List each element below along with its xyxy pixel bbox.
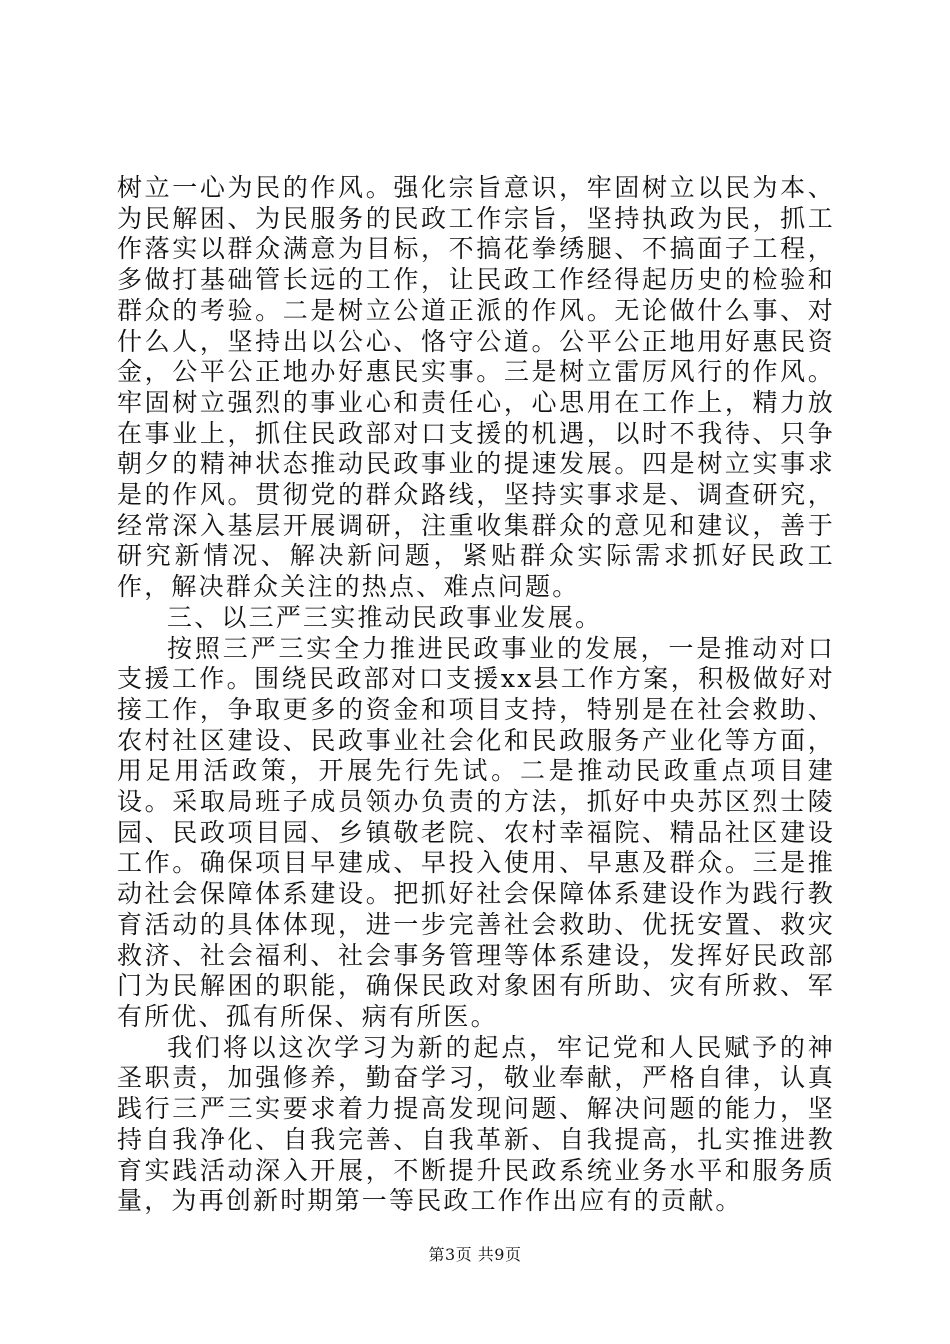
page-number-footer: 第3页 共9页 [428, 1245, 522, 1264]
section-heading-three: 三、以三严三实推动民政事业发展。 [167, 602, 603, 632]
paragraph-promote-development: 按照三严三实全力推进民政事业的发展，一是推动对口支援工作。围绕民政部对口支援xx县工作方案，积极做好对接工作，争取更多的资金和项目支持，特别是在社会救助、农村社区建设、民政事业社会化和民政服务产业化等方面，用足用活政策，开展先行先试。二是推动民政重点项目建设。采取局班子成员领办负责的方法，抓好中央苏区烈士陵园、民政项目园、乡镇敬老院、农村幸福院、精品社区建设工作。确保项目早建成、早投入使用、早惠及群众。三是推动社会保障体系建设。把抓好社会保障体系建设作为践行教育活动的具体体现，进一步完善社会救助、优抚安置、救灾救济、社会福利、社会事务管理等体系建设，发挥好民政部门为民解困的职能，确保民政对象困有所助、灾有所救、军有所优、孤有所保、病有所医。 [117, 633, 835, 1031]
document-body [117, 173, 835, 1217]
paragraph-work-style: 树立一心为民的作风。强化宗旨意识，牢固树立以民为本、为民解困、为民服务的民政工作宗旨，坚持执政为民，抓工作落实以群众满意为目标，不搞花拳绣腿、不搞面子工程，多做打基础管长远的工作，让民政工作经得起历史的检验和群众的考验。二是树立公道正派的作风。无论做什么事、对什么人，坚持出以公心、恪守公道。公平公正地用好惠民资金，公平公正地办好惠民实事。三是树立雷厉风行的作风。牢固树立强烈的事业心和责任心，心思用在工作上，精力放在事业上，抓住民政部对口支援的机遇，以时不我待、只争朝夕的精神状态推动民政事业的提速发展。四是树立实事求是的作风。贯彻党的群众路线，坚持实事求是、调查研究，经常深入基层开展调研，注重收集群众的意见和建议，善于研究新情况、解决新问题，紧贴群众实际需求抓好民政工作，解决群众关注的热点、难点问题。 [117, 173, 835, 602]
paragraph-conclusion: 我们将以这次学习为新的起点，牢记党和人民赋予的神圣职责，加强修养，勤奋学习，敬业奉献，严格自律，认真践行三严三实要求着力提高发现问题、解决问题的能力，坚持自我净化、自我完善、自我革新、自我提高，扎实推进教育实践活动深入开展，不断提升民政系统业务水平和服务质量，为再创新时期第一等民政工作作出应有的贡献。 [117, 1032, 835, 1216]
